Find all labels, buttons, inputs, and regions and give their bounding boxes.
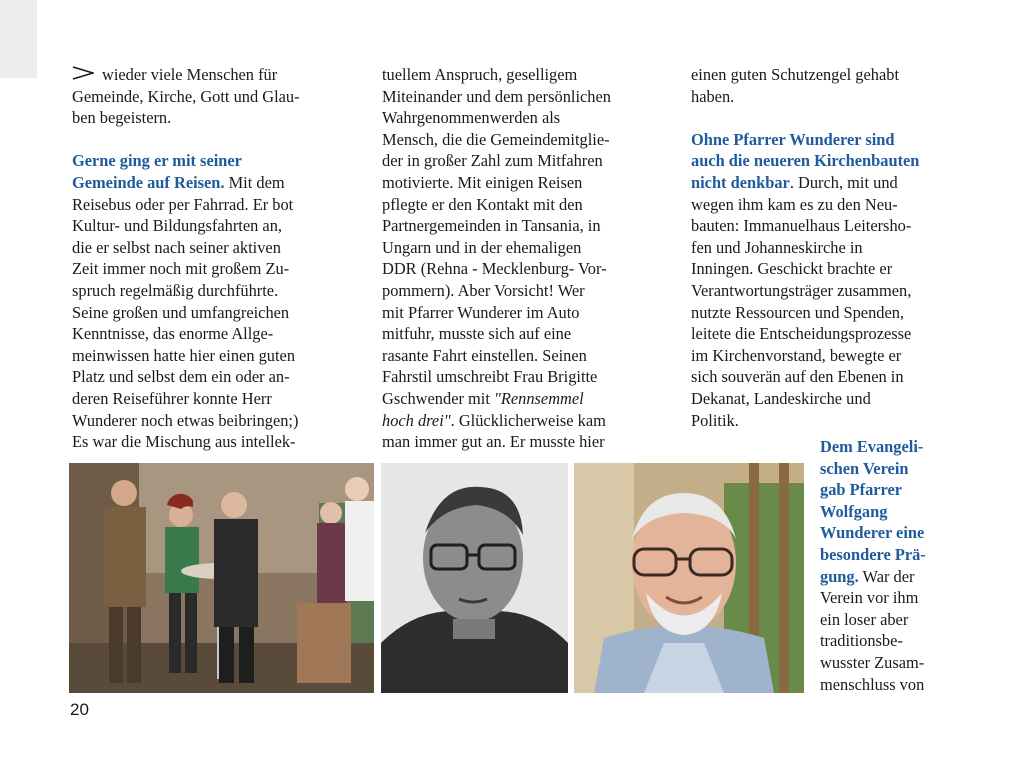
text-line: motivierte. Mit einigen Reisen [382, 172, 583, 192]
text-line: einen guten Schutzengel gehabt [691, 65, 899, 84]
heading-tail-text: . Durch, mit und [789, 172, 898, 192]
section-heading-line: Wolfgang [820, 501, 888, 521]
lead-text: wieder viele Menschen für [102, 65, 278, 84]
heading-tail-text: Mit dem [224, 172, 285, 192]
text-column-4 [820, 436, 950, 695]
text-line: Platz und selbst dem ein oder an- [72, 367, 290, 387]
text-line: man immer gut an. Er musste hier [382, 432, 605, 452]
text-line: Kenntnisse, das enorme Allge- [72, 324, 274, 344]
text-line: fen und Johanneskirche in [691, 237, 863, 257]
text-line: Wunderer noch etwas beibringen;) [72, 410, 299, 430]
text-line: Wahrgenommenwerden als [382, 108, 561, 128]
text-line: pflegte er den Kontakt mit den [382, 194, 583, 214]
text-line: ben begeistern. [72, 108, 172, 128]
section-heading-line: auch die neueren Kirchenbauten [691, 151, 920, 171]
quote-text: hoch drei" [382, 410, 451, 430]
paragraph-lead [72, 64, 372, 86]
text-line: pommern). Aber Vorsicht! Wer [382, 280, 585, 300]
photo-portrait-bw [381, 463, 568, 693]
text-line: Seine großen und umfangreichen [72, 302, 290, 322]
text-column-1 [72, 64, 372, 453]
text-line: wusster Zusam- [820, 652, 925, 672]
quote-lead-text: Gschwender mit [382, 388, 494, 408]
text-line: DDR (Rehna - Mecklenburg- Vor- [382, 259, 607, 279]
section-heading-line-mixed [691, 172, 966, 194]
text-line: Kultur- und Bildungsfahrten an, [72, 216, 282, 236]
text-line: bauten: Immanuelhaus Leitersho- [691, 216, 912, 236]
text-line: Ungarn und in der ehemaligen [382, 237, 582, 257]
text-line: menschluss von [820, 674, 925, 694]
quote-text: "Rennsemmel [493, 388, 584, 408]
text-line: im Kirchenvorstand, bewegte er [691, 345, 902, 365]
section-heading-text: gung. [820, 566, 859, 586]
text-line: Fahrstil umschreibt Frau Brigitte [382, 367, 598, 387]
text-line: Politik. [691, 410, 739, 430]
text-line: traditionsbe- [820, 631, 903, 651]
text-line: rasante Fahrt einstellen. Seinen [382, 345, 587, 365]
text-line: sich souverän auf den Ebenen in [691, 367, 904, 387]
section-heading-line-mixed [72, 172, 372, 194]
text-column-2 [382, 64, 672, 453]
continuation-arrow-icon [72, 64, 102, 86]
section-heading-line-mixed [820, 566, 950, 588]
text-line: ein loser aber [820, 609, 909, 629]
text-line: Miteinander und dem persönlichen [382, 86, 611, 106]
text-line: mit Pfarrer Wunderer im Auto [382, 302, 580, 322]
section-heading-text: nicht denkbar [691, 172, 790, 192]
text-line: Inningen. Geschickt brachte er [691, 259, 893, 279]
text-line: meinwissen hatte hier einen guten [72, 345, 296, 365]
text-line: Partnergemeinden in Tansania, in [382, 216, 601, 236]
section-heading-line: Dem Evangeli- [820, 437, 924, 456]
text-line: Mensch, die die Gemeindemitglie- [382, 129, 610, 149]
section-heading-line: Wunderer eine [820, 523, 925, 543]
text-line: die er selbst nach seiner aktiven [72, 237, 281, 257]
text-line: Es war die Mischung aus intellek- [72, 432, 296, 452]
text-line: nutzte Ressourcen und Spenden, [691, 302, 905, 322]
text-line: Gemeinde, Kirche, Gott und Glau- [72, 86, 300, 106]
text-line: Verein vor ihm [820, 588, 919, 608]
section-heading-line: schen Verein [820, 458, 909, 478]
text-line: wegen ihm kam es zu den Neu- [691, 194, 898, 214]
text-line: der in großer Zahl zum Mitfahren [382, 151, 603, 171]
text-line: spruch regelmäßig durchführte. [72, 280, 279, 300]
text-line: Dekanat, Landeskirche und [691, 388, 871, 408]
page-number: 20 [70, 700, 89, 719]
after-quote-text: . Glücklicherweise kam [450, 410, 606, 430]
photo-group-event [69, 463, 374, 693]
text-line: deren Reiseführer konnte Herr [72, 388, 272, 408]
section-heading-text: Gemeinde auf Reisen. [72, 172, 225, 192]
section-heading-line: gab Pfarrer [820, 480, 903, 500]
text-line: tuellem Anspruch, geselligem [382, 65, 578, 84]
quote-line-1 [382, 388, 672, 410]
text-line: Reisebus oder per Fahrrad. Er bot [72, 194, 294, 214]
photo-portrait-color [574, 463, 804, 693]
heading-tail-text: War der [858, 566, 915, 586]
section-heading-line: Ohne Pfarrer Wunderer sind [691, 129, 895, 149]
text-line: Zeit immer noch mit großem Zu- [72, 259, 290, 279]
section-heading-line: Gerne ging er mit seiner [72, 151, 242, 171]
text-line: mitfuhr, musste sich auf eine [382, 324, 572, 344]
text-column-3 [691, 64, 966, 431]
page-tab-marker [0, 0, 37, 78]
section-heading-line: besondere Prä- [820, 544, 926, 564]
text-line: haben. [691, 86, 735, 106]
quote-line-2 [382, 410, 672, 432]
text-line: leitete die Entscheidungsprozesse [691, 324, 912, 344]
text-line: Verantwortungsträger zusammen, [691, 280, 912, 300]
